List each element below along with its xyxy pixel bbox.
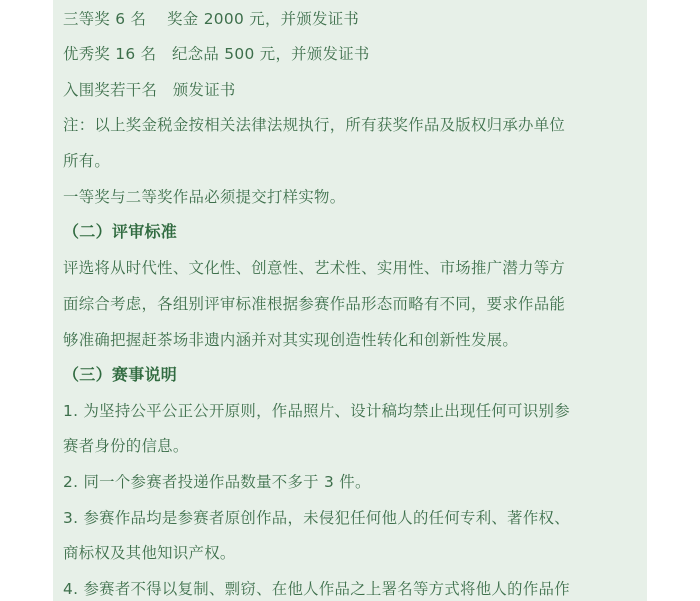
criteria-line-3: 够准确把握赶茶场非遗内涵并对其实现创造性转化和创新性发展。 xyxy=(63,331,519,349)
rule-4-line-1: 4. 参赛者不得以复制、剽窃、在他人作品之上署名等方式将他人的作品作 xyxy=(63,580,570,598)
prize-finalist: 入围奖若干名 颁发证书 xyxy=(63,81,236,99)
section-heading-criteria: （二）评审标准 xyxy=(63,222,178,241)
sample-requirement: 一等奖与二等奖作品必须提交打样实物。 xyxy=(63,188,346,206)
note-line-2: 所有。 xyxy=(63,152,111,170)
rule-2: 2. 同一个参赛者投递作品数量不多于 3 件。 xyxy=(63,473,371,491)
rule-3-line-1: 3. 参赛作品均是参赛者原创作品，未侵犯任何他人的任何专利、著作权、 xyxy=(63,509,570,527)
rule-3-line-2: 商标权及其他知识产权。 xyxy=(63,544,236,562)
prize-excellence: 优秀奖 16 名 纪念品 500 元，并颁发证书 xyxy=(63,45,370,63)
criteria-line-1: 评选将从时代性、文化性、创意性、艺术性、实用性、市场推广潜力等方 xyxy=(63,259,566,277)
section-heading-rules: （三）赛事说明 xyxy=(63,365,178,384)
rule-1-line-2: 赛者身份的信息。 xyxy=(63,437,189,455)
rule-1-line-1: 1. 为坚持公平公正公开原则，作品照片、设计稿均禁止出现任何可识别参 xyxy=(63,402,570,420)
note-line-1: 注：以上奖金税金按相关法律法规执行，所有获奖作品及版权归承办单位 xyxy=(63,116,566,134)
criteria-line-2: 面综合考虑，各组别评审标准根据参赛作品形态而略有不同，要求作品能 xyxy=(63,295,566,313)
prize-third: 三等奖 6 名 奖金 2000 元，并颁发证书 xyxy=(63,10,360,28)
